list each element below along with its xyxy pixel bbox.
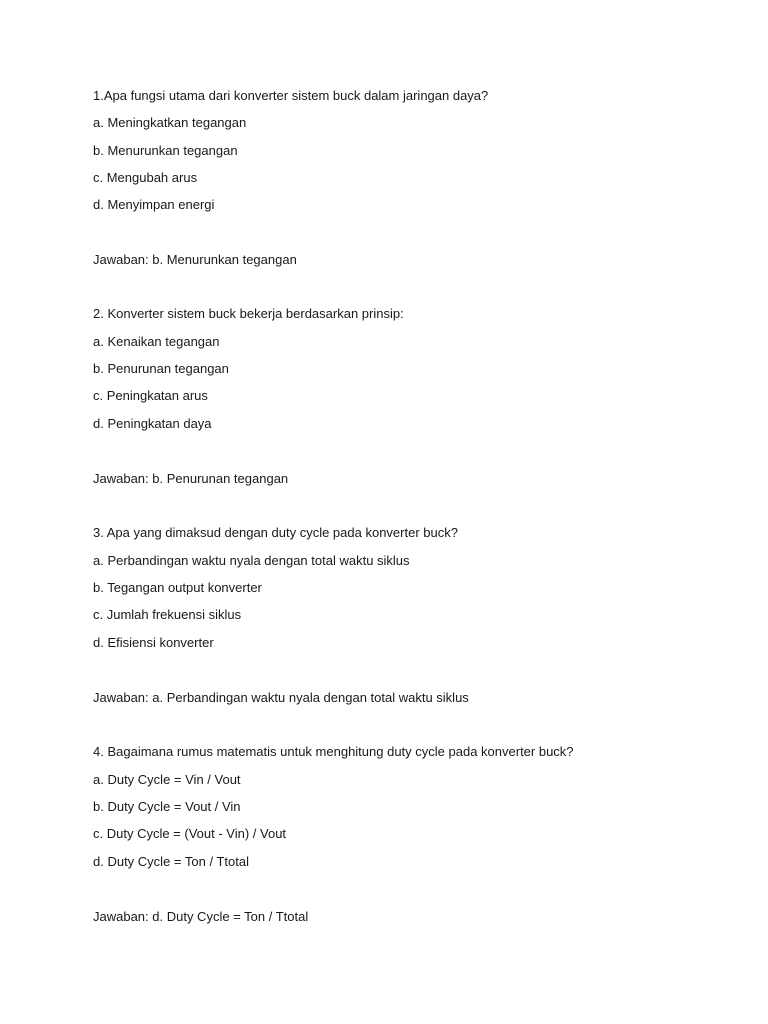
answer-text: Jawaban: b. Penurunan tegangan: [93, 471, 289, 486]
answer-text: Jawaban: d. Duty Cycle = Ton / Ttotal: [93, 909, 309, 924]
answer-text: Jawaban: a. Perbandingan waktu nyala dengan total waktu siklus: [93, 690, 469, 705]
option-b: b. Tegangan output konverter: [93, 580, 262, 595]
option-d: d. Duty Cycle = Ton / Ttotal: [93, 854, 249, 869]
option-c: c. Jumlah frekuensi siklus: [93, 607, 242, 622]
option-c: c. Peningkatan arus: [93, 388, 208, 403]
option-b: b. Duty Cycle = Vout / Vin: [93, 799, 241, 814]
option-d: d. Efisiensi konverter: [93, 635, 214, 650]
option-a: a. Perbandingan waktu nyala dengan total waktu siklus: [93, 553, 410, 568]
option-b: b. Menurunkan tegangan: [93, 143, 238, 158]
question-text: 2. Konverter sistem buck bekerja berdasarkan prinsip:: [93, 306, 404, 321]
question-text: 4. Bagaimana rumus matematis untuk menghitung duty cycle pada konverter buck?: [93, 744, 574, 759]
option-a: a. Duty Cycle = Vin / Vout: [93, 772, 241, 787]
question-text: 3. Apa yang dimaksud dengan duty cycle pada konverter buck?: [93, 525, 458, 540]
option-b: b. Penurunan tegangan: [93, 361, 229, 376]
answer-text: Jawaban: b. Menurunkan tegangan: [93, 252, 297, 267]
option-a: a. Meningkatkan tegangan: [93, 115, 247, 130]
option-a: a. Kenaikan tegangan: [93, 334, 220, 349]
option-c: c. Mengubah arus: [93, 170, 198, 185]
option-c: c. Duty Cycle = (Vout - Vin) / Vout: [93, 826, 287, 841]
question-text: 1.Apa fungsi utama dari konverter sistem buck dalam jaringan daya?: [93, 88, 489, 103]
option-d: d. Peningkatan daya: [93, 416, 212, 431]
option-d: d. Menyimpan energi: [93, 197, 215, 212]
